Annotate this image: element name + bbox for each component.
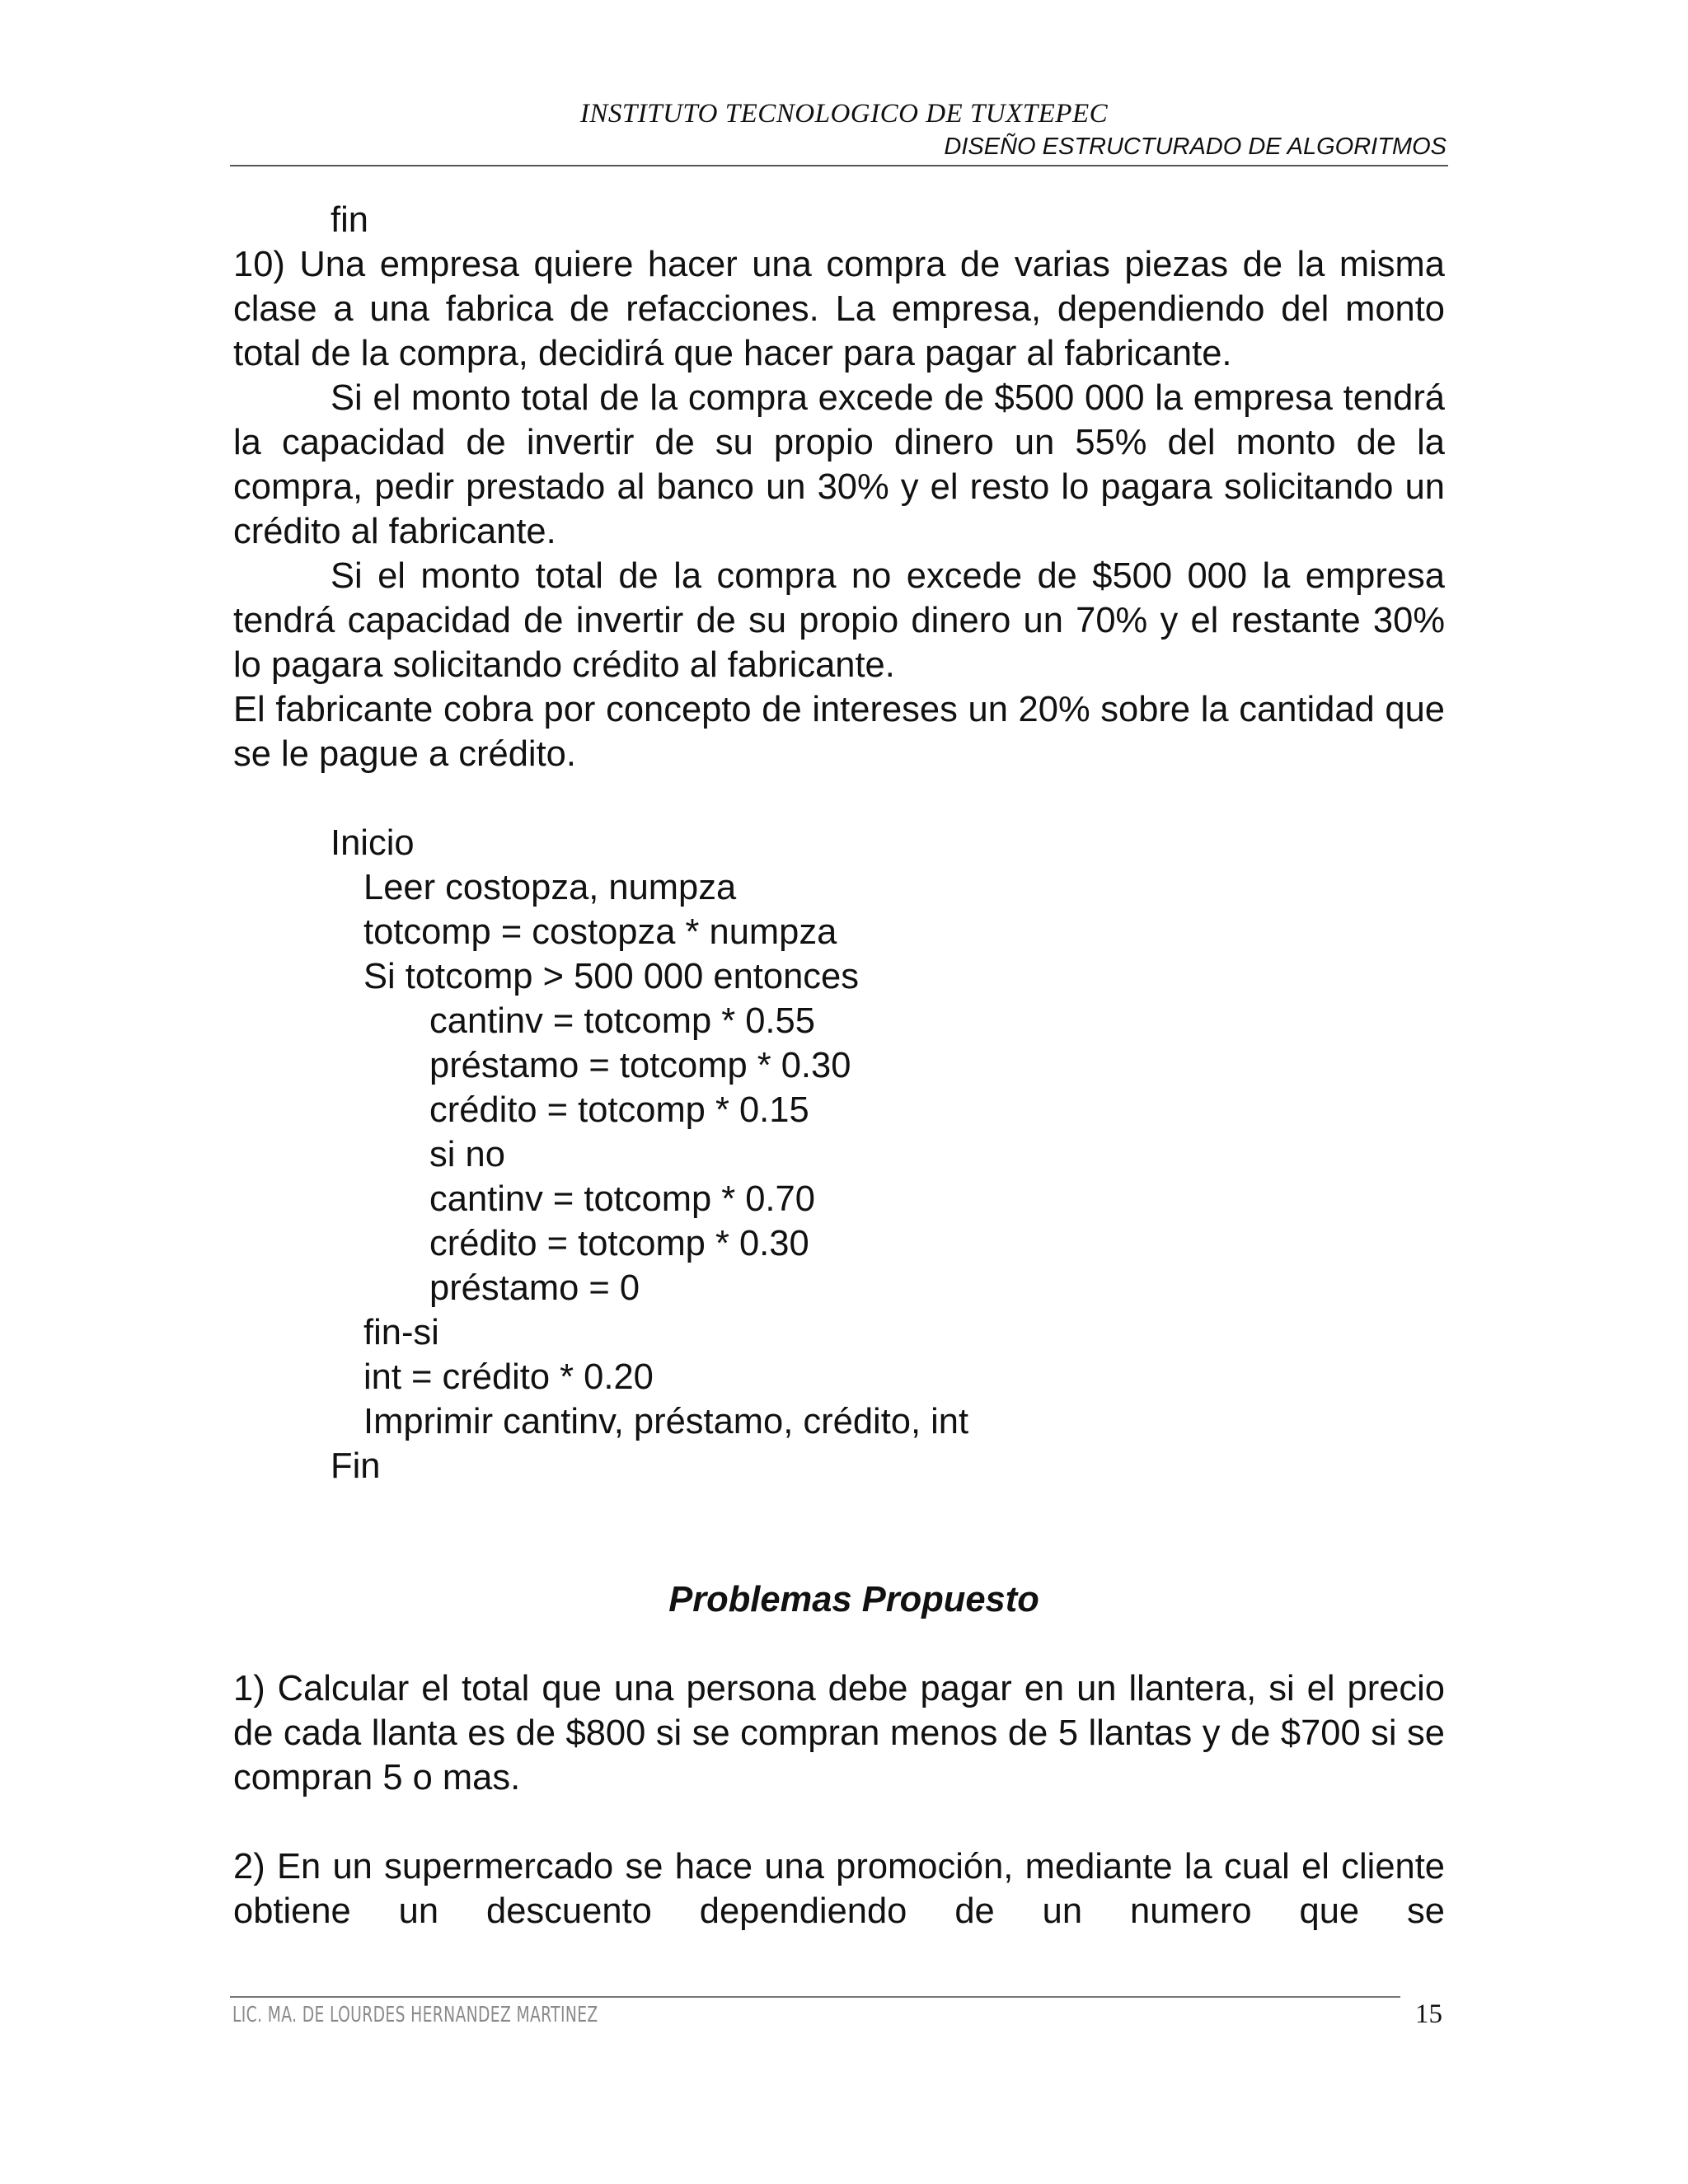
previous-algorithm-end: fin bbox=[331, 200, 368, 240]
header-divider bbox=[230, 165, 1448, 166]
algorithm-block bbox=[233, 821, 1445, 1488]
code-line: si no bbox=[429, 1135, 505, 1174]
section-title: Problemas Propuesto bbox=[668, 1580, 1039, 1619]
code-line: préstamo = totcomp * 0.30 bbox=[429, 1046, 851, 1085]
code-line: cantinv = totcomp * 0.55 bbox=[429, 1001, 815, 1041]
code-line: Fin bbox=[331, 1446, 381, 1486]
code-line: int = crédito * 0.20 bbox=[363, 1357, 654, 1397]
problem-10-interest: El fabricante cobra por concepto de intereses un 20% sobre la cantidad que se le pague a crédito. bbox=[233, 690, 1445, 774]
proposed-problem-1: 1) Calcular el total que una persona debe pagar en un llantera, si el precio de cada llanta es de $800 si se compran menos de 5 llantas y de $700 si se compran 5 o mas. bbox=[233, 1669, 1445, 1797]
problem-10-statement: 10) Una empresa quiere hacer una compra de varias piezas de la misma clase a una fabrica de refacciones. La empresa, dependiendo del monto total de la compra, decidirá que hacer para pagar al fabricante. bbox=[233, 245, 1445, 373]
code-line: préstamo = 0 bbox=[429, 1268, 640, 1308]
code-line: crédito = totcomp * 0.15 bbox=[429, 1090, 809, 1130]
footer-divider bbox=[230, 1996, 1400, 1998]
page-content bbox=[233, 198, 1445, 1933]
code-line: Si totcomp > 500 000 entonces bbox=[363, 957, 859, 996]
institution-name: INSTITUTO TECNOLOGICO DE TUXTEPEC bbox=[579, 99, 1109, 129]
code-line: Leer costopza, numpza bbox=[363, 868, 737, 907]
code-line: crédito = totcomp * 0.30 bbox=[429, 1224, 809, 1263]
page-number: 15 bbox=[1415, 1999, 1442, 2029]
code-line: Imprimir cantinv, préstamo, crédito, int bbox=[363, 1402, 969, 1441]
footer-author: LIC. MA. DE LOURDES HERNANDEZ MARTINEZ bbox=[232, 2003, 598, 2027]
code-line: cantinv = totcomp * 0.70 bbox=[429, 1179, 815, 1219]
proposed-problem-2: 2) En un supermercado se hace una promoción, mediante la cual el cliente obtiene un descuento dependiendo de un numero que se bbox=[233, 1847, 1445, 1931]
code-line: totcomp = costopza * numpza bbox=[363, 912, 837, 952]
code-line: Inicio bbox=[331, 823, 415, 863]
problem-10-case-under: Si el monto total de la compra no excede de $500 000 la empresa tendrá capacidad de invertir de su propio dinero un 70% y el restante 30% lo pagara solicitando crédito al fabricante. bbox=[233, 556, 1445, 685]
problem-10-case-over: Si el monto total de la compra excede de $500 000 la empresa tendrá la capacidad de invertir de su propio dinero un 55% del monto de la compra, pedir prestado al banco un 30% y el resto lo pagara solicitando un crédito al fabricante. bbox=[233, 378, 1445, 551]
code-line: fin-si bbox=[363, 1313, 439, 1352]
course-title: DISEÑO ESTRUCTURADO DE ALGORITMOS bbox=[944, 134, 1447, 160]
